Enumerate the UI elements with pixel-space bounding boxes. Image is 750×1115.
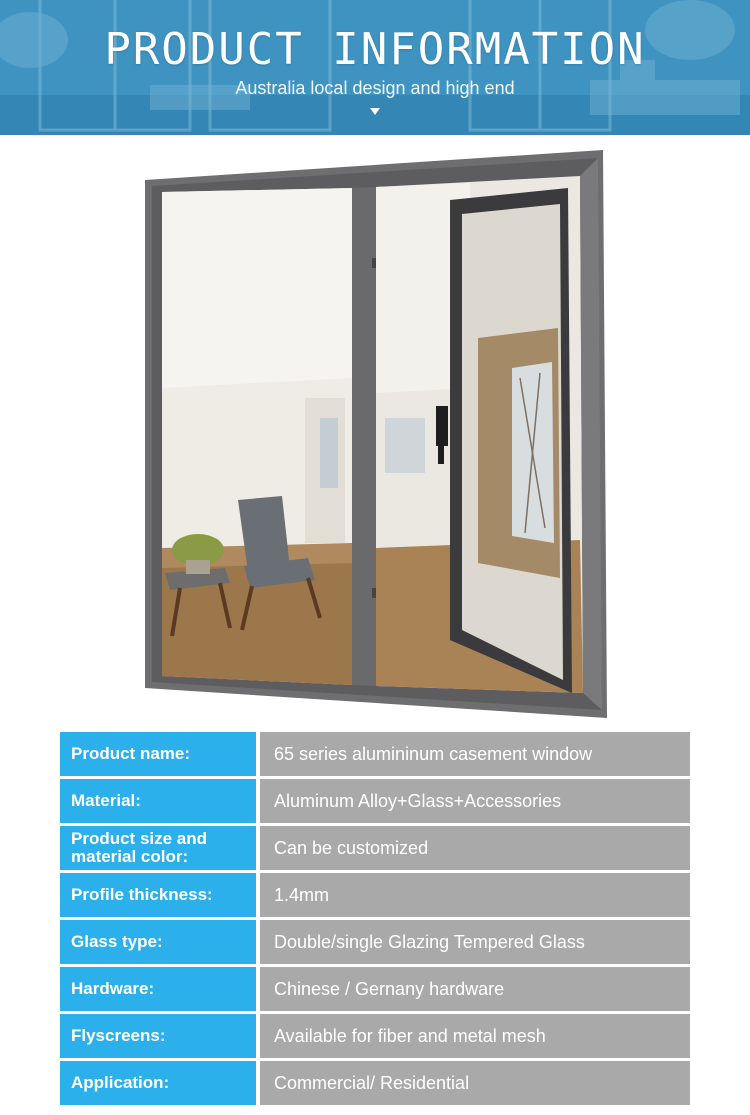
spec-label: Product size and material color: — [60, 826, 256, 870]
spec-value: Available for fiber and metal mesh — [260, 1014, 690, 1058]
spec-label: Glass type: — [60, 920, 256, 964]
spec-label: Flyscreens: — [60, 1014, 256, 1058]
spec-row-profile-thickness — [60, 873, 690, 917]
spec-row-material — [60, 779, 690, 823]
triangle-down-icon — [370, 108, 380, 115]
spec-label: Profile thickness: — [60, 873, 256, 917]
spec-value: 65 series alumininum casement window — [260, 732, 690, 776]
spec-label: Application: — [60, 1061, 256, 1105]
spec-table — [60, 732, 690, 1108]
banner-subtitle: Australia local design and high end — [235, 78, 515, 98]
spec-label: Hardware: — [60, 967, 256, 1011]
spec-row-flyscreens — [60, 1014, 690, 1058]
spec-row-application — [60, 1061, 690, 1105]
spec-value: Double/single Glazing Tempered Glass — [260, 920, 690, 964]
spec-label: Material: — [60, 779, 256, 823]
banner-title: PRODUCT INFORMATION — [104, 24, 646, 75]
spec-row-hardware — [60, 967, 690, 1011]
header-banner — [0, 0, 750, 135]
spec-value: Can be customized — [260, 826, 690, 870]
spec-row-size-color — [60, 826, 690, 870]
product-window-image — [140, 148, 610, 720]
spec-value: Commercial/ Residential — [260, 1061, 690, 1105]
spec-value: Chinese / Gernany hardware — [260, 967, 690, 1011]
spec-label: Product name: — [60, 732, 256, 776]
spec-row-product-name — [60, 732, 690, 776]
spec-value: 1.4mm — [260, 873, 690, 917]
spec-value: Aluminum Alloy+Glass+Accessories — [260, 779, 690, 823]
spec-row-glass-type — [60, 920, 690, 964]
